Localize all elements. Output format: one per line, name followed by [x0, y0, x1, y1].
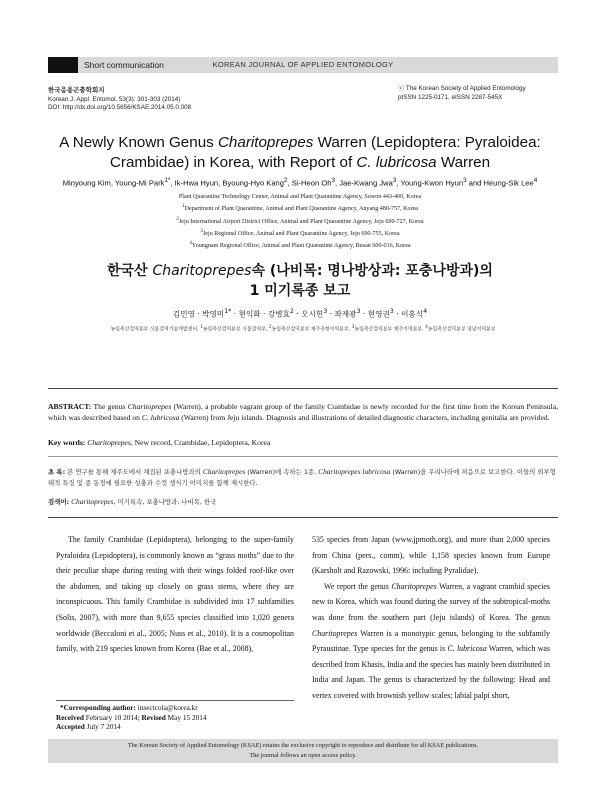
author-name: Ik-Hwa Hyun [174, 178, 219, 188]
affiliation-line [30, 202, 570, 214]
affiliation-text: Jeju International Airport District Office, Animal and Plant Quarantine Agency, Jeju 690-727, Korea [178, 218, 424, 225]
affiliation-sup: 4 [425, 324, 428, 329]
affiliations-kr [48, 323, 558, 334]
author-name: Jae-Kwang Jwa [339, 178, 393, 188]
affiliation-line [30, 215, 570, 227]
author-affil-sup: 3 [323, 308, 328, 315]
affiliation-sup: 1 [200, 324, 203, 329]
corresponding-email[interactable]: insectcola@korea.kr [135, 703, 198, 712]
copyright-footer: The Korean Society of Applied Entomology (KSAE) retains the exclusive copyright to reproduce and distribute for all KSAE publications. The journal follows an open access policy. [48, 739, 558, 763]
author-name-kr: 현영권 [367, 309, 390, 319]
society-block [398, 84, 558, 102]
affiliation-text-kr: 농림축산검역본부 제주공항지역본부, [271, 326, 352, 333]
affiliation-sup: 4 [189, 240, 192, 247]
author-affil-sup: 4 [533, 177, 538, 184]
citation-block [48, 87, 191, 113]
body-paragraph: The family Crambidae (Lepidoptera), belonging to the super-family Pyraloidea (Lepidoptera), is commonly known as “grass moths” due to the their peculiar shape during resting with their wings folded roof-like over the abdomen, and taking up closely on grass stems, where they are inconspicuous. This family Crambidae is subdivided into 17 subfamilies (Solis, 2007), with more than 9,655 species classified into 1,020 genera worldwide (Beccaloni et al., 2005; Nuss et al., 2010). It is a cosmopolitan family, with 219 species known from Korea (Bae et al., 2008), [56, 535, 294, 654]
keywords-en: Key words: Charitoprepes, New record, Crambidae, Lepidoptera, Korea [48, 438, 271, 447]
title-kr-genus: Charitoprepes [152, 263, 252, 279]
affiliations-en [30, 193, 570, 252]
body-paragraph: We report the genus Charitoprepes Warren, a vagrant crambid species new to Korea, which was found during the survey of the subtropical-moths was done from the southern part (Jeju islands) of Korea. The genus Charitoprepes Warren is a monotypic genus, belonging to the subfamily Pyraustinae. Type species for the genus is C. lubricosa Warren, which was described from Khasis, India and the species has mainly been distributed in India and Japan. The genus is characterized by the following: Head and vertex covered with brownish yellow scales; labial palpi short, [312, 581, 550, 700]
abstract-en: ABSTRACT: The genus Charitoprepes (Warren), a probable vagrant group of the family Crambidae is newly recorded for the first time from the Korean Peninsula, which was described based on C. lubricosa (Warren) from Jeju islands. Diagnosis and illustrations of detailed diagnostic characters, including genitalia are provided. [48, 402, 558, 422]
authors-en: Minyoung Kim, Young-Mi Park$^{1*}$, Ik-Hwa Hyun, Byoung-Hyo Kang$^2$, Si-Heon Oh$^3$, Jae-Kwang Jwa$^3$, Young-Kwon Hyun$^3$ and Heung-Sik Lee$^4$ [62, 177, 538, 188]
affiliation-line [30, 193, 570, 202]
doi: DOI: http://dx.doi.org/10.5656/KSAE.2014.05.0.008 [48, 104, 192, 111]
affiliation-sup: 3 [200, 227, 203, 234]
affiliation-sup: 2 [268, 324, 272, 329]
author-name-kr: 박영미 [202, 309, 225, 319]
author-affil-sup: 3 [463, 177, 467, 184]
author-name: Si-Heon Oh [291, 178, 332, 188]
author-name: Young-Kwon Hyun [400, 178, 464, 188]
title-en: A Newly Known Genus Charitoprepes Warren (Lepidoptera: Pyraloidea: Crambidae) in Korea, with Report of C. lubricosa Warren [59, 134, 541, 171]
author-affil-sup: 2 [284, 177, 288, 184]
corresponding-footnote: *Corresponding author: insectcola@korea.kr Received February 10 2014; Revised May 15 2014 Accepted July 7 2014 [56, 700, 294, 732]
author-name-kr: 김민영 [172, 309, 195, 319]
section-label: Short communication [84, 60, 164, 70]
journal-name: KOREAN JOURNAL OF APPLIED ENTOMOLOGY [212, 60, 394, 69]
author-affil-sup: 3 [392, 177, 397, 184]
author-name: Byoung-Hyo Kang [222, 178, 285, 188]
title-kr: 한국산 Charitoprepes속 (나비목: 명나방상과: 포충나방과)의 1 미기록종 보고 [107, 263, 493, 299]
society-copyright: ⓒ The Korean Society of Applied Entomology [398, 85, 526, 92]
author-affil-sup: 4 [423, 308, 428, 315]
body-column-left [56, 532, 294, 657]
affiliation-text: Department of Plant Quarantine, Animal and Plant Quarantine Agency, Anyang 480-757, Korea [184, 206, 419, 213]
keywords-kr: 검색어: Charitoprepes, 미기록속, 포충나방과, 나비목, 한국 [48, 497, 217, 506]
author-affil-sup: 3 [389, 308, 394, 315]
affiliation-sup: 2 [176, 215, 179, 222]
affiliation-text-kr: 농림축산검역본부 영남지역본부 [427, 326, 496, 333]
affiliation-text-kr: 농림축산검역본부 식물검역기술개발센터, [110, 326, 201, 333]
author-name: Young-Mi Park [114, 178, 165, 188]
affiliation-text: Plant Quarantine Technology Center, Animal and Plant Quarantine Agency, Suwon 443-400, Korea [178, 194, 422, 200]
author-affil-sup: 1* [164, 177, 171, 184]
divider-abstract [48, 456, 558, 457]
issn: pISSN 1225-0171, eISSN 2287-545X [398, 94, 503, 101]
body-column-right [312, 532, 550, 704]
author-name: Minyoung Kim [62, 178, 111, 188]
journal-name-kr: 한국응용곤충학회지 [48, 87, 105, 94]
author-affil-sup: 3 [331, 177, 335, 184]
author-affil-sup: 1* [224, 308, 232, 315]
citation: Korean J. Appl. Entomol. 53(3): 301-303 (2014) [48, 95, 181, 103]
divider-top [48, 388, 558, 389]
abstract-kr: 초 록: 본 연구를 통해 제주도에서 채집된 포충나방과의 Charitoprepes (Warren)에 속하는 1종, Charitoprepes lubricosa (Warren)을 우리나라에 처음으로 보고한다. 이들의 외부형태적 특징 및 종 동정에 필요한 성충과 수컷 생식기 이미지를 함께 제시한다. [48, 467, 556, 487]
title-species: C. lubricosa [356, 154, 437, 171]
affiliation-text: Jeju Regional Office, Animal and Plant Quarantine Agency, Jeju 690-755, Korea [202, 230, 400, 237]
author-name: Heung-Sik Lee [483, 178, 534, 188]
affiliation-line [30, 239, 570, 251]
body-paragraph: 535 species from Japan (www.jpmoth.org), and more than 2,000 species from China (pers., comm), while 1,158 species known from Europe (Karsholt and Razowski, 1996: including Pyralidae). [312, 535, 550, 576]
affiliation-text-kr: 농림축산검역본부 식물검역부, [202, 326, 269, 333]
author-affil-sup: 2 [289, 308, 294, 315]
author-name-kr: 현익화 [238, 309, 261, 319]
authors-kr: 김민영 · 박영미$^{1*}$ · 현익화 · 강병효$^2$ · 오시헌$^3$ · 좌재광$^3$ · 현영권$^3$ · 이흥식$^4$ [172, 308, 428, 319]
affiliation-sup: 1 [181, 203, 185, 210]
affiliation-sup: 3 [351, 324, 355, 329]
affiliation-text: Youngnam Regional Office, Animal and Plant Quarantine Agency, Busan 600-016, Korea [191, 243, 411, 250]
header-bar [48, 57, 558, 73]
author-name-kr: 강병효 [267, 309, 290, 319]
author-name-kr: 오시헌 [301, 309, 324, 319]
divider-body [48, 517, 558, 518]
title-genus: Charitoprepes [217, 134, 314, 151]
affiliation-line [30, 227, 570, 239]
author-name-kr: 이흥식 [401, 309, 424, 319]
footnote-rule [56, 700, 294, 701]
author-affil-sup: 3 [356, 308, 361, 315]
affiliation-text-kr: 농림축산검역본부 제주지역본부, [354, 326, 426, 333]
author-name-kr: 좌재광 [334, 309, 357, 319]
